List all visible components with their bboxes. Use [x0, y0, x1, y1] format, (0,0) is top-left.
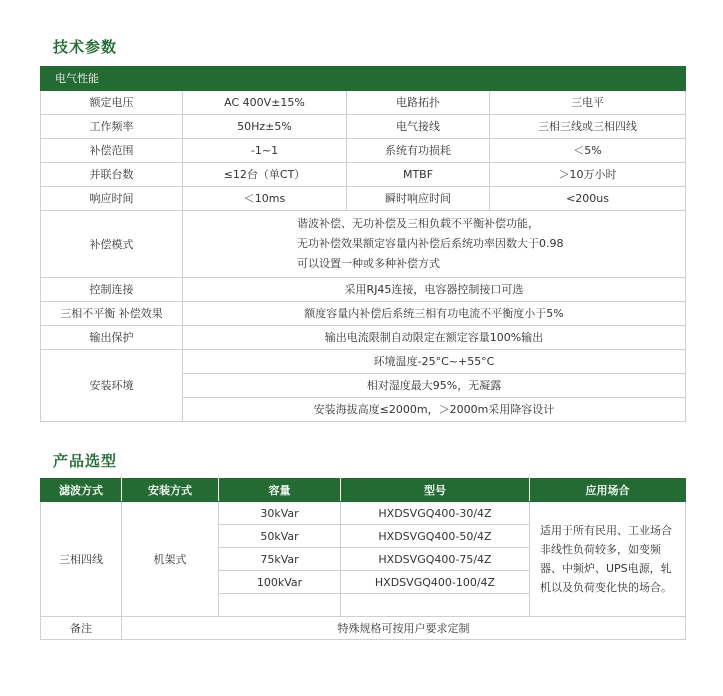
spec-label: 三相不平衡 补偿效果 — [41, 302, 183, 326]
table-row — [41, 326, 686, 350]
spec-value: 三相三线或三相四线 — [490, 115, 686, 139]
model-cell: HXDSVGQ400-100/4Z — [341, 571, 530, 594]
table-row — [41, 91, 686, 115]
spec-label: 额定电压 — [41, 91, 183, 115]
table-row — [41, 115, 686, 139]
spec-label: 补偿范围 — [41, 139, 183, 163]
table-row — [41, 278, 686, 302]
compensation-mode-cell — [183, 211, 686, 278]
model-cell: HXDSVGQ400-30/4Z — [341, 502, 530, 525]
empty-capacity-cell — [219, 594, 341, 617]
spec-value: ＜10ms — [183, 187, 347, 211]
note-label: 备注 — [41, 617, 122, 640]
column-header: 容量 — [219, 479, 341, 502]
spec-label: MTBF — [347, 163, 490, 187]
empty-model-cell — [341, 594, 530, 617]
column-header: 安装方式 — [122, 479, 219, 502]
spec-label: 电气接线 — [347, 115, 490, 139]
spec-value: AC 400V±15% — [183, 91, 347, 115]
column-header: 应用场合 — [530, 479, 686, 502]
column-header: 滤波方式 — [41, 479, 122, 502]
table-row — [41, 139, 686, 163]
spec-value: 采用RJ45连接，电容器控制接口可选 — [183, 278, 686, 302]
capacity-cell: 75kVar — [219, 548, 341, 571]
table-row — [41, 187, 686, 211]
spec-label: 并联台数 — [41, 163, 183, 187]
product-table — [40, 478, 686, 640]
spec-label: 系统有功损耗 — [347, 139, 490, 163]
spec-label: 工作频率 — [41, 115, 183, 139]
model-cell: HXDSVGQ400-75/4Z — [341, 548, 530, 571]
spec-value: ＜5% — [490, 139, 686, 163]
spec-value: 环境温度-25°C~+55°C — [183, 350, 686, 374]
spec-value: ≤12台（单CT） — [183, 163, 347, 187]
table-header-row — [41, 479, 686, 502]
spec-value: 相对湿度最大95%，无凝露 — [183, 374, 686, 398]
spec-value: 50Hz±5% — [183, 115, 347, 139]
capacity-cell: 30kVar — [219, 502, 341, 525]
spec-value: ＞10万小时 — [490, 163, 686, 187]
spec-label: 电路拓扑 — [347, 91, 490, 115]
table-row — [41, 211, 686, 278]
filter-type-cell: 三相四线 — [41, 502, 122, 617]
spec-value: 三电平 — [490, 91, 686, 115]
mode-line: 谐波补偿、无功补偿及三相负载不平衡补偿功能， — [297, 217, 539, 230]
table-row — [41, 350, 686, 374]
spec-label: 输出保护 — [41, 326, 183, 350]
tech-spec-table — [40, 66, 686, 422]
table-row — [41, 617, 686, 640]
spec-value: 输出电流限制自动限定在额定容量100%输出 — [183, 326, 686, 350]
spec-value: 安装海拔高度≤2000m，＞2000m采用降容设计 — [183, 398, 686, 422]
application-cell: 适用于所有民用、工业场合非线性负荷较多，如变频器、中频炉、UPS电源，轧机以及负荷变化快的场合。 — [530, 502, 686, 617]
capacity-cell: 50kVar — [219, 525, 341, 548]
table-row — [41, 502, 686, 525]
spec-label: 控制连接 — [41, 278, 183, 302]
table-row — [41, 163, 686, 187]
mode-line: 无功补偿效果额定容量内补偿后系统功率因数大于0.98 — [297, 237, 564, 250]
spec-value: -1~1 — [183, 139, 347, 163]
tech-section-title: 技术参数 — [53, 38, 118, 56]
spec-value: 额度容量内补偿后系统三相有功电流不平衡度小于5% — [183, 302, 686, 326]
model-cell: HXDSVGQ400-50/4Z — [341, 525, 530, 548]
products-section-title: 产品选型 — [53, 452, 118, 470]
install-type-cell: 机架式 — [122, 502, 219, 617]
spec-label: 瞬时响应时间 — [347, 187, 490, 211]
table-row — [41, 302, 686, 326]
tech-table-header: 电气性能 — [41, 67, 686, 91]
spec-value: <200us — [490, 187, 686, 211]
column-header: 型号 — [341, 479, 530, 502]
capacity-cell: 100kVar — [219, 571, 341, 594]
spec-label: 响应时间 — [41, 187, 183, 211]
spec-label: 安装环境 — [41, 350, 183, 422]
note-value: 特殊规格可按用户要求定制 — [122, 617, 686, 640]
spec-label: 补偿模式 — [41, 211, 183, 278]
mode-line: 可以设置一种或多种补偿方式 — [297, 257, 440, 270]
